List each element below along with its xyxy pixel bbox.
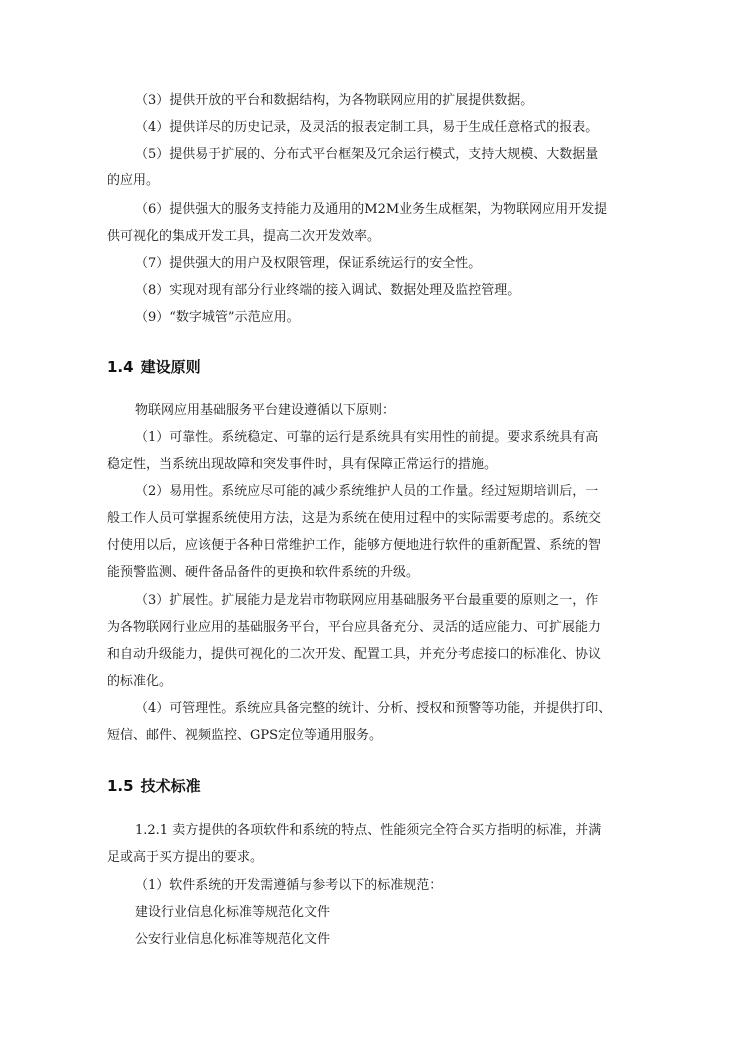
section-title: 建设原则	[140, 358, 201, 376]
paragraph-line: 能预警监测、硬件备品备件的更换和软件系统的升级。	[107, 565, 420, 580]
paragraph-line: 般工作人员可掌握系统使用方法，这是为系统在使用过程中的实际需要考虑的。系统交	[107, 511, 602, 526]
paragraph-line: （3）扩展性。扩展能力是龙岩市物联网应用基础服务平台最重要的原则之一，作	[135, 593, 599, 608]
paragraph-line: （8）实现对现有部分行业终端的接入调试、数据处理及监控管理。	[135, 283, 521, 298]
section-heading-1-4	[107, 357, 201, 377]
section-number: 1.4	[107, 358, 134, 376]
paragraph-line: （3）提供开放的平台和数据结构，为各物联网应用的扩展提供数据。	[135, 93, 534, 108]
paragraph-line: （2）易用性。系统应尽可能的减少系统维护人员的工作量。经过短期培训后，一	[135, 484, 599, 499]
paragraph-line: 足或高于买方提出的要求。	[107, 850, 264, 865]
paragraph-line: 短信、邮件、视频监控、GPS定位等通用服务。	[107, 728, 383, 743]
paragraph-line: 供可视化的集成开发工具，提高二次开发效率。	[107, 229, 381, 244]
paragraph-line: 公安行业信息化标准等规范化文件	[135, 932, 331, 947]
section-heading-1-5	[107, 776, 201, 796]
paragraph-line: （1）软件系统的开发需遵循与参考以下的标准规范：	[135, 878, 443, 893]
paragraph-line: 物联网应用基础服务平台建设遵循以下原则：	[135, 403, 396, 418]
paragraph-line: （7）提供强大的用户及权限管理，保证系统运行的安全性。	[135, 256, 482, 271]
paragraph-line: （4）提供详尽的历史记录，及灵活的报表定制工具，易于生成任意格式的报表。	[135, 120, 599, 135]
paragraph-line: 建设行业信息化标准等规范化文件	[135, 905, 331, 920]
paragraph-line: 付使用以后，应该便于各种日常维护工作，能够方便地进行软件的重新配置、系统的智	[107, 538, 602, 553]
paragraph-line: （4）可管理性。系统应具备完整的统计、分析、授权和预警等功能，并提供打印、	[135, 701, 612, 716]
section-title: 技术标准	[140, 777, 201, 795]
paragraph-line: 1.2.1 卖方提供的各项软件和系统的特点、性能须完全符合买方指明的标准，并满	[135, 823, 602, 838]
paragraph-line: 的标准化。	[107, 674, 173, 689]
paragraph-line: 的应用。	[107, 173, 160, 188]
paragraph-line: （5）提供易于扩展的、分布式平台框架及冗余运行模式，支持大规模、大数据量	[135, 147, 599, 162]
paragraph-line: （9）“数字城管”示范应用。	[135, 310, 300, 325]
paragraph-line: （6）提供强大的服务支持能力及通用的M2M业务生成框架，为物联网应用开发提	[135, 202, 608, 217]
paragraph-line: （1）可靠性。系统稳定、可靠的运行是系统具有实用性的前提。要求系统具有高	[135, 430, 599, 445]
paragraph-line: 和自动升级能力，提供可视化的二次开发、配置工具，并充分考虑接口的标准化、协议	[107, 647, 602, 662]
paragraph-line: 为各物联网行业应用的基础服务平台，平台应具备充分、灵活的适应能力、可扩展能力	[107, 620, 602, 635]
paragraph-line: 稳定性，当系统出现故障和突发事件时，具有保障正常运行的措施。	[107, 457, 498, 472]
section-number: 1.5	[107, 777, 134, 795]
